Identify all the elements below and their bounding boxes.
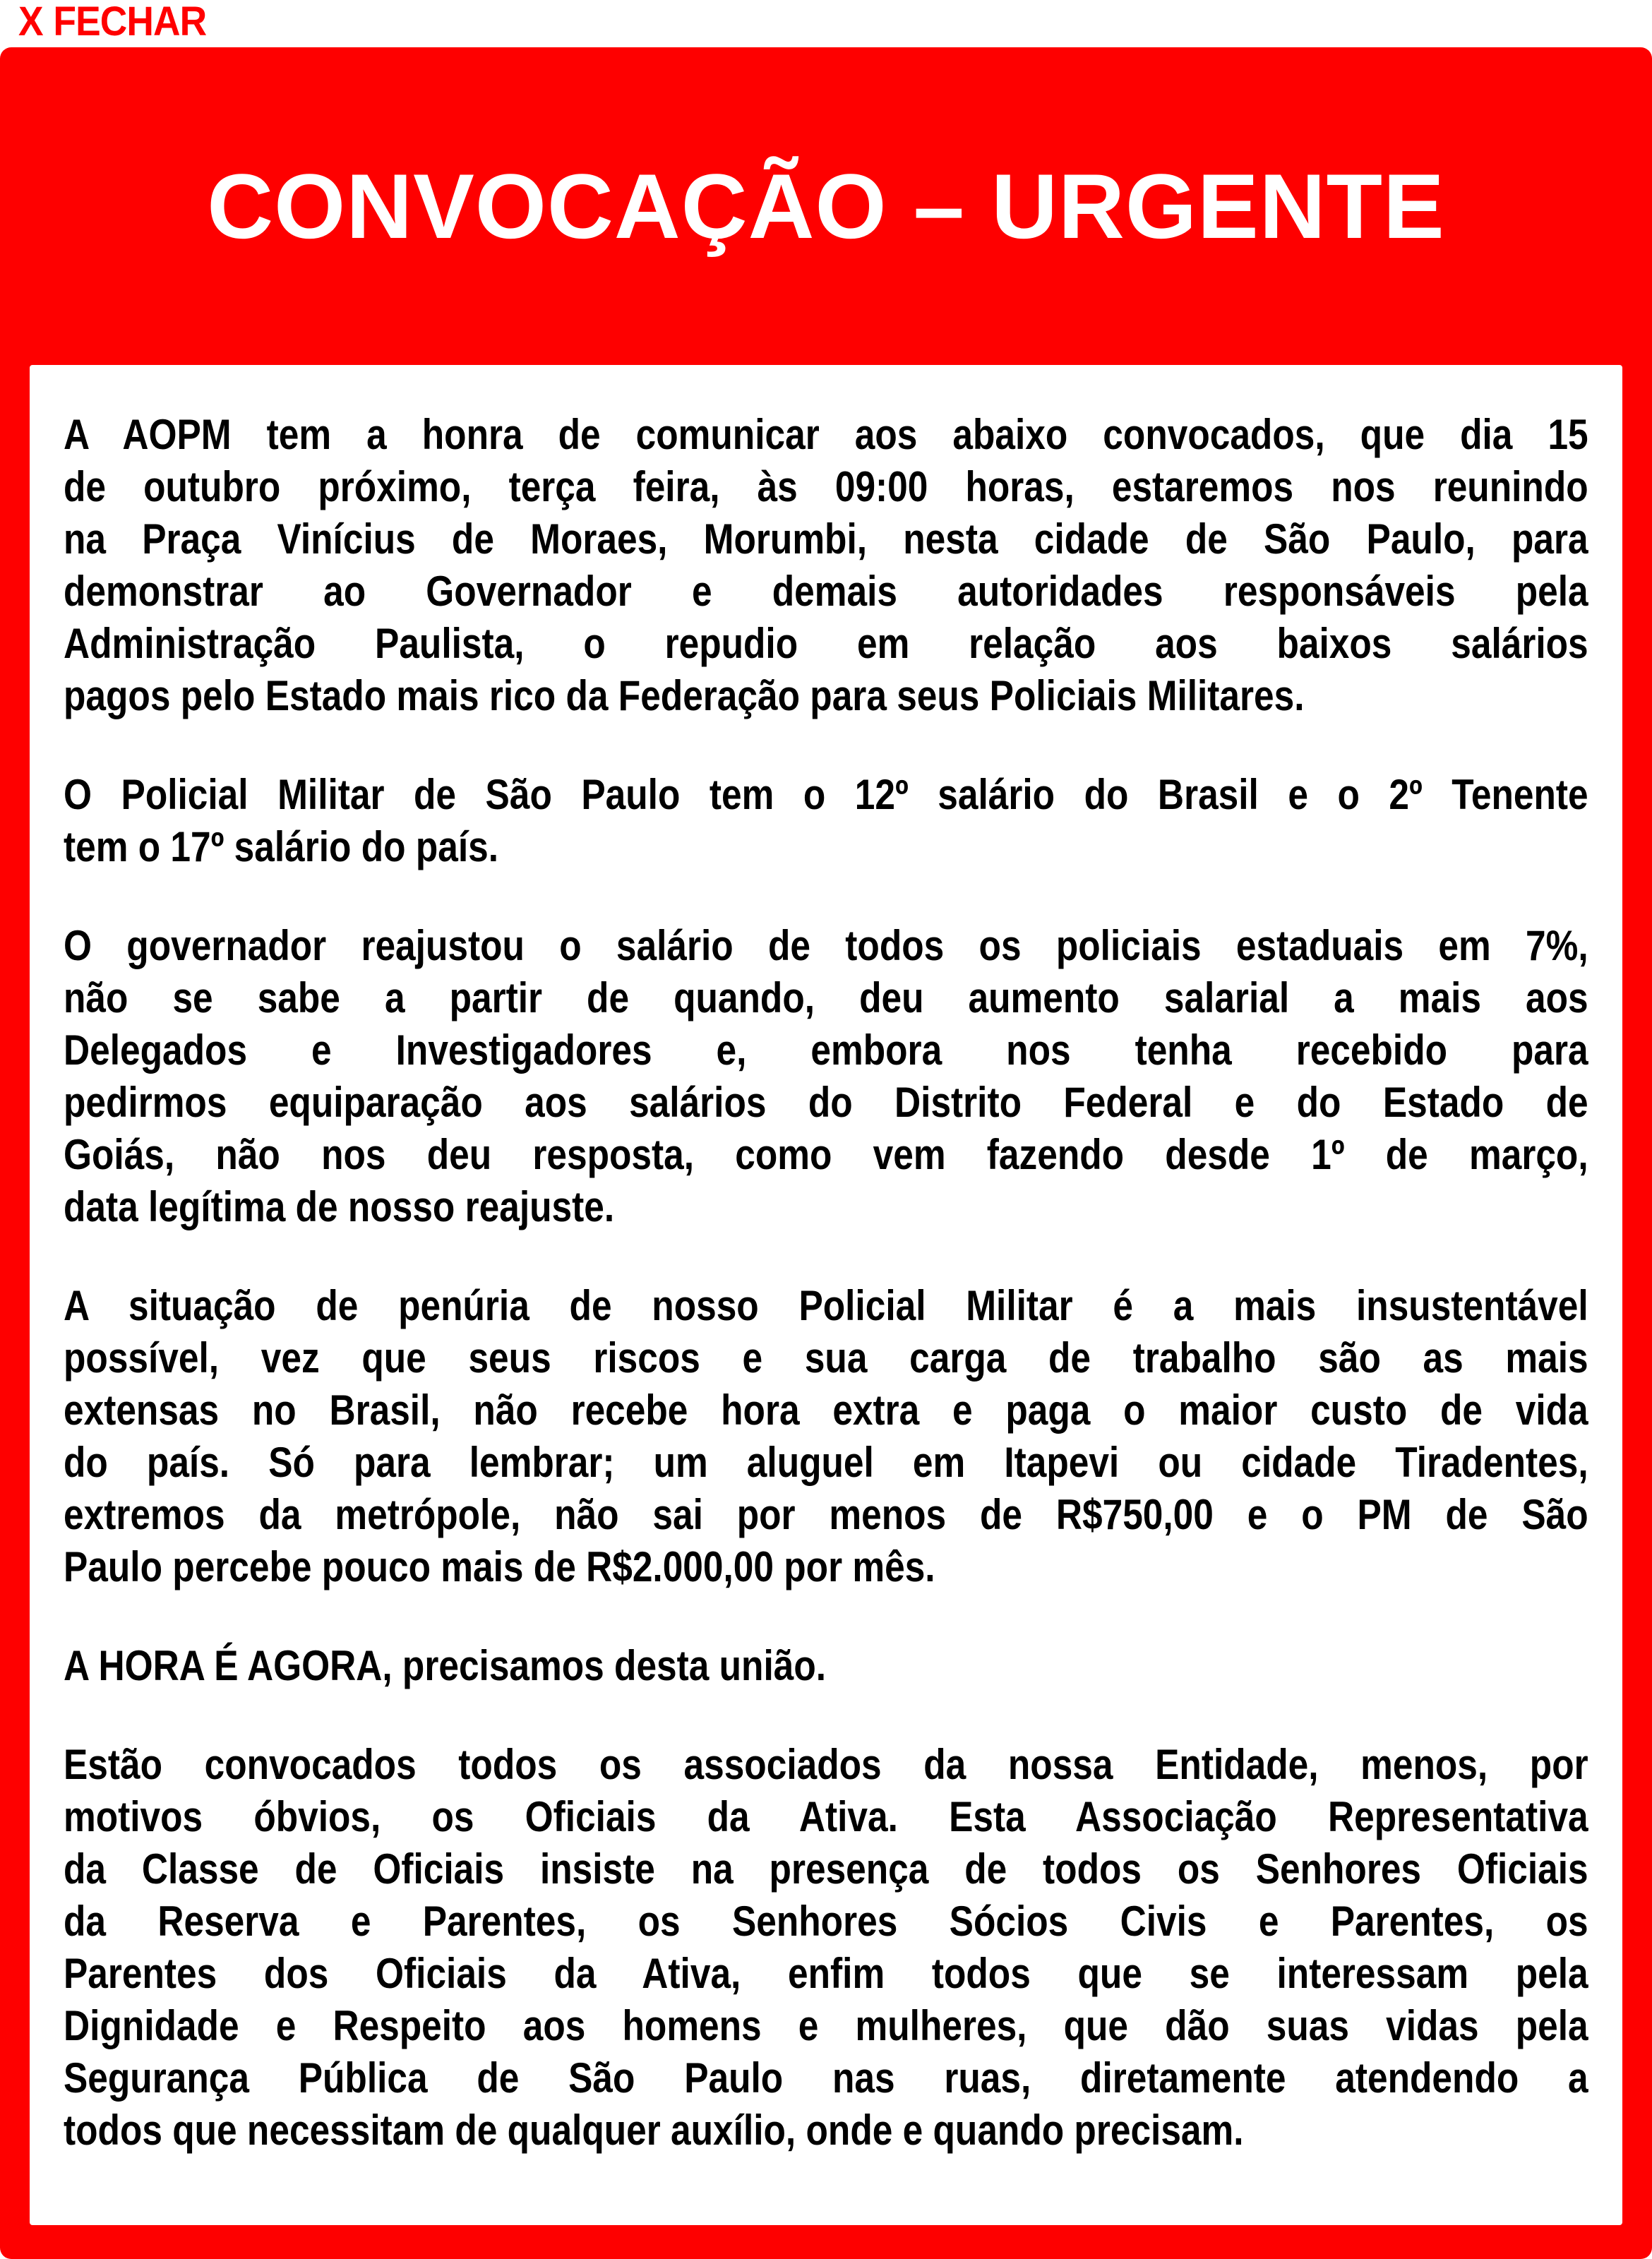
text-line: A HORA É AGORA, precisamos desta união.	[64, 1642, 827, 1689]
text-line: do país. Só para lembrar; um aluguel em Itapevi ou cidade Tiradentes,	[64, 1439, 1588, 1486]
urgent-banner	[0, 47, 1652, 2259]
text-line: não se sabe a partir de quando, deu aumento salarial a mais aos	[64, 974, 1588, 1021]
text-line: pagos pelo Estado mais rico da Federação para seus Policiais Militares.	[64, 672, 1305, 719]
text-line: motivos óbvios, os Oficiais da Ativa. Esta Associação Representativa	[64, 1793, 1588, 1840]
text-line: da Classe de Oficiais insiste na presença de todos os Senhores Oficiais	[64, 1845, 1588, 1893]
text-line: tem o 17º salário do país.	[64, 823, 499, 870]
paragraph	[64, 1280, 1588, 1593]
text-line: extensas no Brasil, não recebe hora extra e paga o maior custo de vida	[64, 1386, 1588, 1434]
text-line: A AOPM tem a honra de comunicar aos abaixo convocados, que dia 15	[64, 411, 1588, 458]
text-line: Delegados e Investigadores e, embora nos tenha recebido para	[64, 1026, 1588, 1074]
banner-header	[0, 47, 1652, 365]
text-line: da Reserva e Parentes, os Senhores Sócios Civis e Parentes, os	[64, 1898, 1588, 1945]
text-line: demonstrar ao Governador e demais autoridades responsáveis pela	[64, 568, 1588, 615]
text-line: Administração Paulista, o repudio em relação aos baixos salários	[64, 620, 1588, 667]
text-line: Goiás, não nos deu resposta, como vem fazendo desde 1º de março,	[64, 1131, 1588, 1178]
text-line: todos que necessitam de qualquer auxílio, onde e quando precisam.	[64, 2107, 1244, 2154]
text-line: data legítima de nosso reajuste.	[64, 1183, 615, 1230]
page-title: CONVOCAÇÃO – URGENTE	[207, 155, 1445, 258]
text-line: de outubro próximo, terça feira, às 09:00 horas, estaremos nos reunindo	[64, 463, 1588, 510]
paragraph	[64, 1640, 1588, 1692]
paragraph	[64, 409, 1588, 722]
text-line: O Policial Militar de São Paulo tem o 12º salário do Brasil e o 2º Tenente	[64, 771, 1588, 818]
text-line: Dignidade e Respeito aos homens e mulheres, que dão suas vidas pela	[64, 2002, 1588, 2049]
text-line: possível, vez que seus riscos e sua carga de trabalho são as mais	[64, 1334, 1588, 1382]
text-line: na Praça Vinícius de Moraes, Morumbi, nesta cidade de São Paulo, para	[64, 515, 1588, 563]
text-line: Segurança Pública de São Paulo nas ruas, diretamente atendendo a	[64, 2054, 1588, 2102]
text-line: Parentes dos Oficiais da Ativa, enfim todos que se interessam pela	[64, 1950, 1588, 1997]
paragraph	[64, 769, 1588, 873]
paragraph	[64, 1739, 1588, 2157]
document-body	[64, 409, 1588, 2157]
close-x-icon: X	[18, 0, 43, 44]
text-line: A situação de penúria de nosso Policial Militar é a mais insustentável	[64, 1282, 1588, 1329]
close-button-label: FECHAR	[53, 0, 207, 44]
close-button[interactable]	[18, 0, 206, 44]
text-line: pedirmos equiparação aos salários do Distrito Federal e do Estado de	[64, 1079, 1588, 1126]
paragraph	[64, 920, 1588, 1233]
notice-panel	[30, 365, 1622, 2225]
text-line: Estão convocados todos os associados da nossa Entidade, menos, por	[64, 1741, 1588, 1788]
text-line: O governador reajustou o salário de todos os policiais estaduais em 7%,	[64, 922, 1588, 969]
text-line: Paulo percebe pouco mais de R$2.000,00 por mês.	[64, 1543, 935, 1590]
text-line: extremos da metrópole, não sai por menos de R$750,00 e o PM de São	[64, 1491, 1588, 1538]
